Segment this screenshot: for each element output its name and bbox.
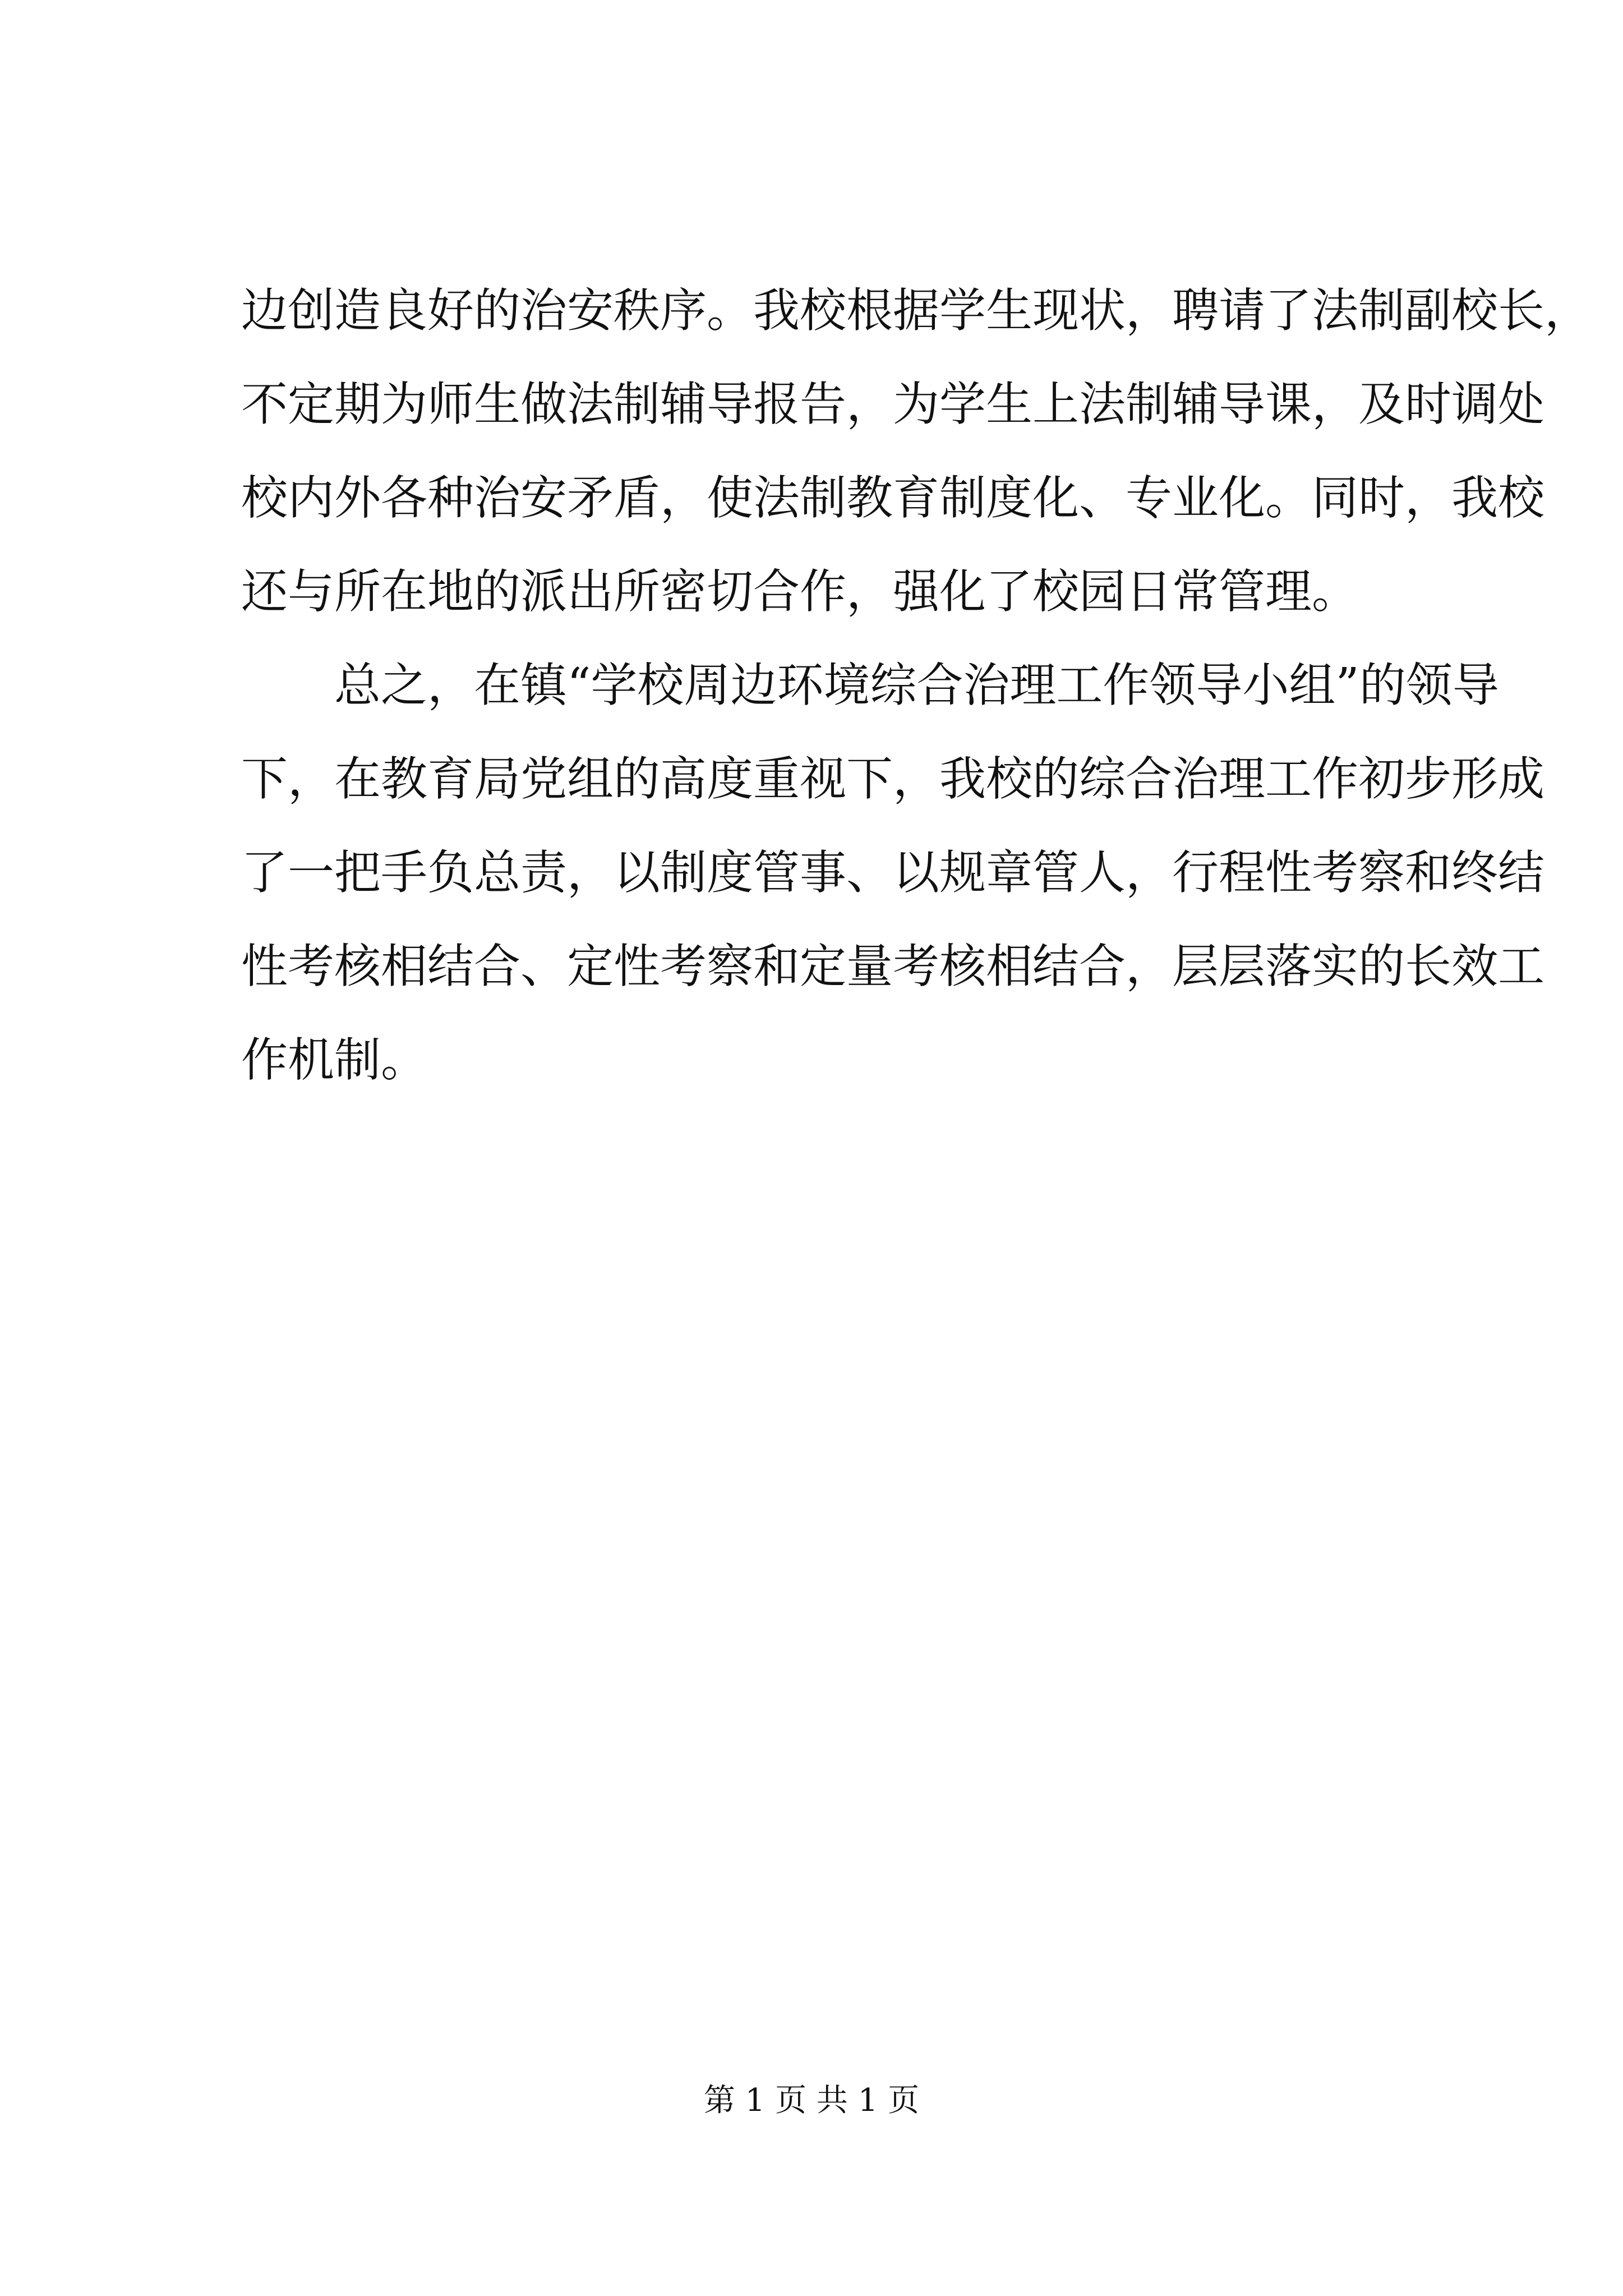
text-line: 边创造良好的治安秩序。我校根据学生现状，聘请了法制副校长， — [241, 283, 1591, 338]
text-line: 不定期为师生做法制辅导报告，为学生上法制辅导课，及时调处 — [241, 377, 1544, 431]
text-line: 作机制。 — [241, 1033, 427, 1087]
text-line: 下，在教育局党组的高度重视下，我校的综合治理工作初步形成 — [241, 752, 1544, 806]
text-line: 了一把手负总责，以制度管事、以规章管人，行程性考察和终结 — [241, 845, 1544, 900]
text-line: 性考核相结合、定性考察和定量考核相结合，层层落实的长效工 — [241, 939, 1544, 993]
text-line: 校内外各种治安矛盾，使法制教育制度化、专业化。同时，我校 — [241, 471, 1544, 525]
text-line: 总之，在镇“学校周边环境综合治理工作领导小组”的领导 — [241, 658, 1499, 712]
page-number-footer: 第 1 页 共 1 页 — [703, 2082, 920, 2119]
document-body — [241, 264, 1591, 1107]
text-line: 还与所在地的派出所密切合作，强化了校园日常管理。 — [241, 564, 1358, 619]
